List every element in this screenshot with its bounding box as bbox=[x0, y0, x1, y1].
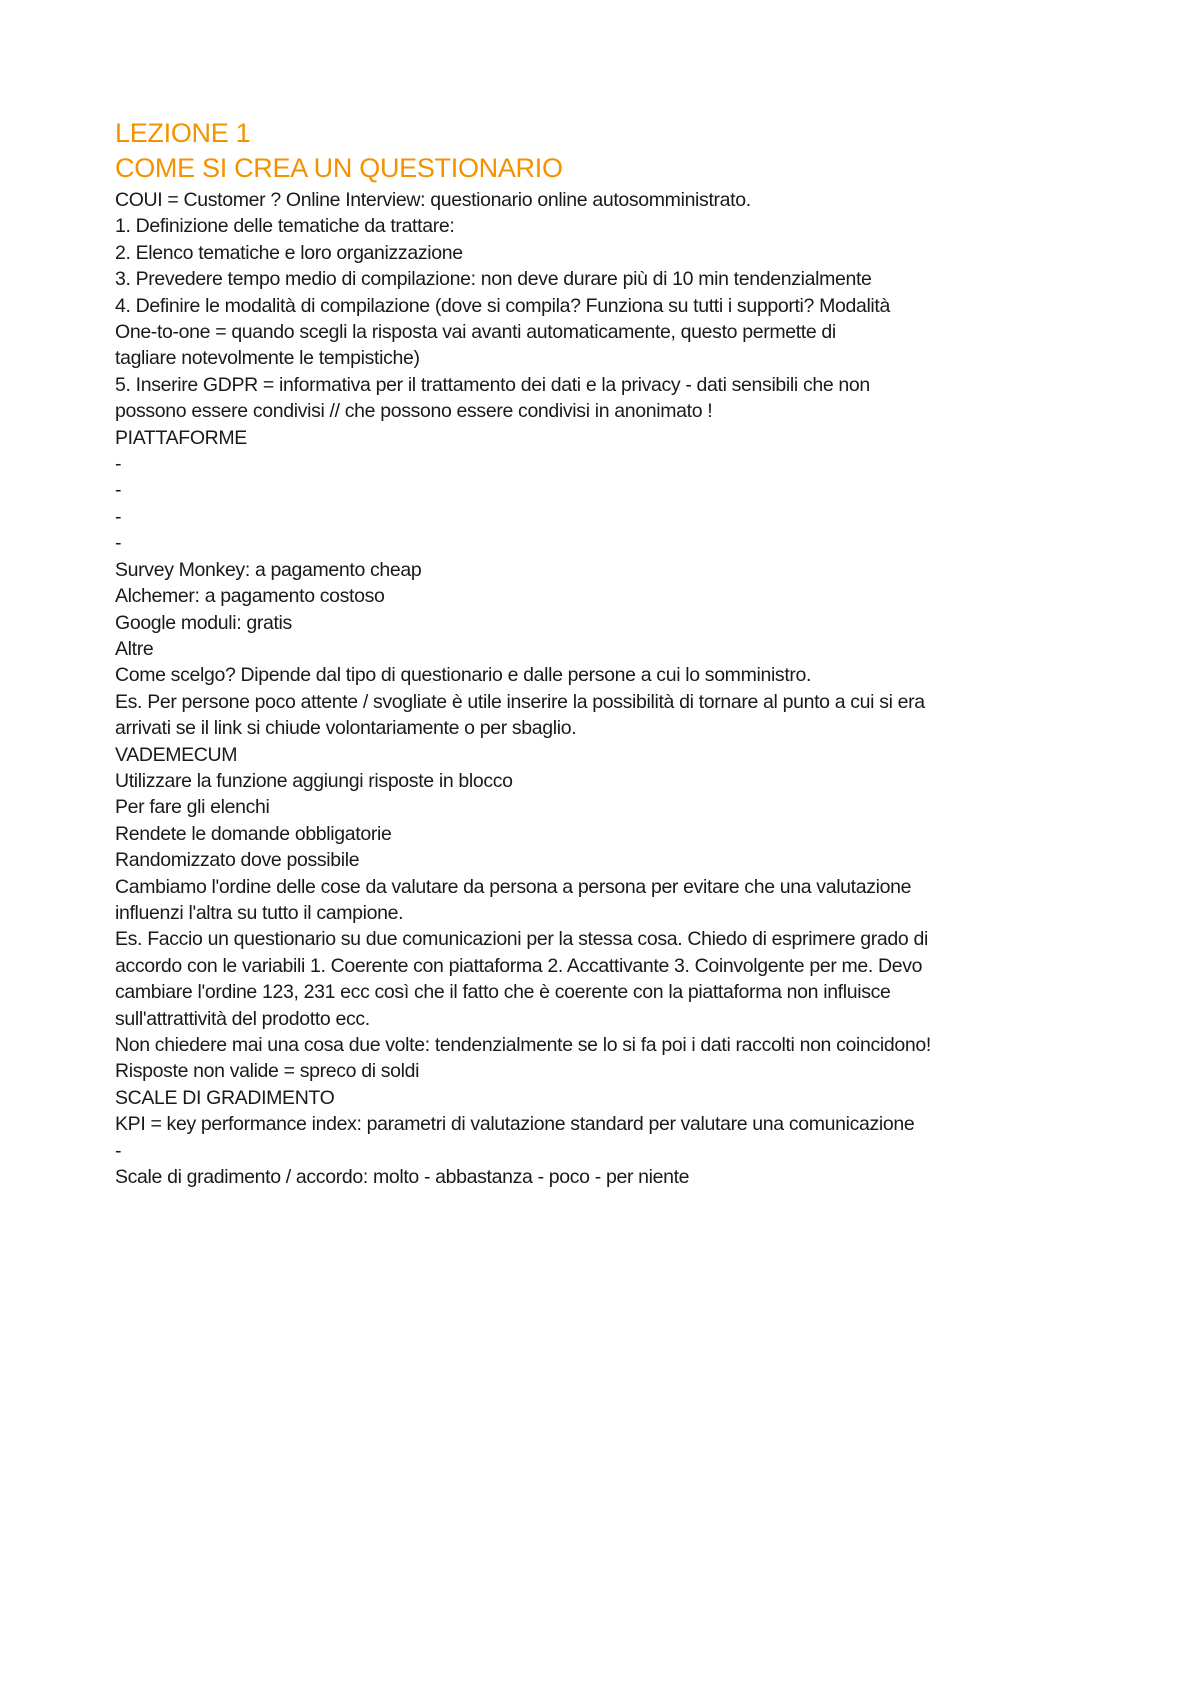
document-page bbox=[115, 116, 1115, 1190]
text-line: 4. Definire le modalità di compilazione (dove si compila? Funziona su tutti i supporti? Modalità bbox=[115, 294, 890, 317]
text-line: Google moduli: gratis bbox=[115, 611, 292, 634]
text-line: - bbox=[115, 1139, 122, 1162]
text-line: 1. Definizione delle tematiche da trattare: bbox=[115, 215, 455, 238]
text-line: Es. Per persone poco attente / svogliate è utile inserire la possibilità di tornare al punto a cui si era bbox=[115, 690, 925, 713]
document-body bbox=[115, 187, 1115, 1190]
text-line: KPI = key performance index: parametri di valutazione standard per valutare una comunicazione bbox=[115, 1113, 915, 1136]
text-line: Scale di gradimento / accordo: molto - abbastanza - poco - per niente bbox=[115, 1166, 690, 1189]
text-line: influenzi l'altra su tutto il campione. bbox=[115, 901, 404, 924]
text-line: possono essere condivisi // che possono essere condivisi in anonimato ! bbox=[115, 400, 713, 423]
text-line: Utilizzare la funzione aggiungi risposte in blocco bbox=[115, 769, 513, 792]
text-line: Survey Monkey: a pagamento cheap bbox=[115, 558, 422, 581]
text-line: Alchemer: a pagamento costoso bbox=[115, 585, 385, 608]
text-line: - bbox=[115, 505, 122, 528]
text-line: Come scelgo? Dipende dal tipo di questionario e dalle persone a cui lo somministro. bbox=[115, 664, 812, 687]
text-line: SCALE DI GRADIMENTO bbox=[115, 1086, 335, 1109]
text-line: sull'attrattività del prodotto ecc. bbox=[115, 1007, 370, 1030]
text-line: Cambiamo l'ordine delle cose da valutare da persona a persona per evitare che una valutazione bbox=[115, 875, 912, 898]
lesson-title: LEZIONE 1 bbox=[115, 118, 251, 148]
text-line: VADEMECUM bbox=[115, 743, 238, 766]
text-line: Es. Faccio un questionario su due comunicazioni per la stessa cosa. Chiedo di esprimere grado di bbox=[115, 928, 928, 951]
text-line: - bbox=[115, 532, 122, 555]
text-line: COUI = Customer ? Online Interview: questionario online autosomministrato. bbox=[115, 189, 751, 211]
text-line: PIATTAFORME bbox=[115, 426, 247, 449]
text-line: arrivati se il link si chiude volontariamente o per sbaglio. bbox=[115, 717, 577, 740]
text-line: Rendete le domande obbligatorie bbox=[115, 822, 392, 845]
text-line: cambiare l'ordine 123, 231 ecc così che il fatto che è coerente con la piattaforma non influisce bbox=[115, 981, 891, 1004]
text-line: Risposte non valide = spreco di soldi bbox=[115, 1060, 420, 1083]
text-line: Non chiedere mai una cosa due volte: tendenzialmente se lo si fa poi i dati raccolti non coincidono! bbox=[115, 1034, 931, 1056]
text-line: 2. Elenco tematiche e loro organizzazione bbox=[115, 241, 463, 264]
text-line: 3. Prevedere tempo medio di compilazione: non deve durare più di 10 min tendenzialmente bbox=[115, 268, 872, 291]
text-line: 5. Inserire GDPR = informativa per il trattamento dei dati e la privacy - dati sensibili che non bbox=[115, 373, 870, 396]
lesson-subtitle: COME SI CREA UN QUESTIONARIO bbox=[115, 153, 563, 183]
text-line: accordo con le variabili 1. Coerente con piattaforma 2. Accattivante 3. Coinvolgente per me. Devo bbox=[115, 954, 923, 977]
text-line: - bbox=[115, 453, 122, 476]
text-line: tagliare notevolmente le tempistiche) bbox=[115, 347, 420, 370]
text-line: Altre bbox=[115, 637, 154, 660]
text-line: Randomizzato dove possibile bbox=[115, 849, 360, 872]
text-line: One-to-one = quando scegli la risposta vai avanti automaticamente, questo permette di bbox=[115, 321, 836, 344]
text-line: Per fare gli elenchi bbox=[115, 796, 270, 819]
text-line: - bbox=[115, 479, 122, 502]
